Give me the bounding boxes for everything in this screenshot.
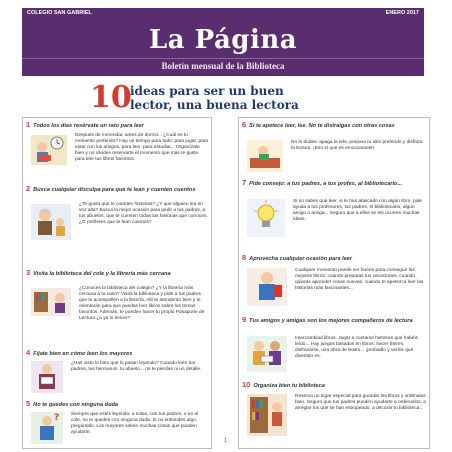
- headline-line-1: ideas para ser un buen: [130, 84, 284, 98]
- idea-heading: 7 Pide consejo: a tus padres, a tus profes, al bibliotecario...: [242, 178, 403, 187]
- headline-number: 10: [90, 80, 132, 115]
- idea-heading: 3 Visita la biblioteca del cole y la librería más cercana: [26, 268, 171, 277]
- idea-heading: 2 Busca cualquier disculpa para que te lean y cuenten cuentos: [26, 184, 196, 193]
- idea-heading: 1 Todos los días resérvate un rato para leer: [26, 120, 144, 129]
- idea-text: ¿Te gusta que te cuenten historias? ¿Y que alguien lea en voz alta? Busca la mejor ocasión para pedir a tus padres, a tus abuelos, que te cuenten todas las historias que conocen. ¿O prefieres que te lean cuentos?: [79, 202, 208, 225]
- grandparent-storytelling-illustration: [29, 202, 73, 242]
- page-number: 1: [224, 438, 227, 444]
- idea-7: [239, 179, 429, 251]
- idea-text: Intercambiad libros. Jugar a contarse historias que habéis leído... Hay juegos basados en libros: hacer títeres, disfrazarse, una obra de teatro... ¡probadlo y veréis qué divertido es.: [295, 336, 418, 359]
- newsletter-subtitle: Boletín mensual de la Biblioteca: [161, 61, 285, 71]
- lightbulb-idea-illustration: [245, 197, 287, 239]
- idea-9: [239, 316, 429, 386]
- child-reading-clock-illustration: [29, 133, 69, 167]
- idea-text: Siempre que estés leyendo, a solas, con tus padres, o en el cole, no te quedes con ninguna duda. Si no entiendes algo, pregúntalo. Los mayores saben muchas cosas que pueden ayudarte.: [71, 412, 199, 435]
- right-column: [238, 117, 430, 449]
- idea-10: [239, 381, 429, 449]
- child-reading-sofa-illustration: [245, 138, 285, 174]
- banner-divider: [22, 58, 424, 59]
- idea-text: Si no sabes qué leer, si te has atascado con algún libro, pide ayuda a tus profesores, tus padres, el bibliotecario, algún amigo o amiga... Seguro que a ellos se les ocurren muchas ideas.: [293, 199, 423, 222]
- idea-text: No lo dudes: apaga la tele, prepara tu sitio preferido y disfruta la lectura. ¡Eso sí que es emocionante!: [291, 140, 423, 151]
- left-column: [22, 117, 212, 449]
- idea-5: [23, 400, 211, 450]
- article-headline: [90, 80, 390, 115]
- bookshelf-illustration: [245, 392, 289, 438]
- idea-heading: 4 Fíjate bien en cómo leen los mayores: [26, 348, 133, 357]
- idea-heading: 10 Organiza bien tu biblioteca: [242, 380, 325, 389]
- header-banner: [22, 8, 424, 76]
- idea-heading: 5 No te quedes con ninguna duda: [26, 399, 119, 408]
- adult-reading-illustration: [29, 359, 65, 395]
- idea-6: [239, 121, 429, 177]
- idea-3: [23, 269, 211, 345]
- idea-2: [23, 185, 211, 267]
- newsletter-title: La Página: [148, 25, 298, 55]
- idea-text: ¿Conoces la biblioteca del colegio? ¿Y la librería más cercana a tu casa? Visita la biblioteca y pide a tus padres que te acompañen a la librería. Allí te atenderán bien y te orientarán para que puedas leer libros sobre los temas favoritos. Además, te pueden hacer tu propio Pasaporte de Lectura ¿a ya lo tienes?: [79, 286, 205, 321]
- child-with-backpack-illustration: [245, 266, 289, 308]
- idea-text: ¿Has visto lo bien que lo pasan leyendo? Cuando leen tus padres, tus hermanos, tu abuelo... no te pierdas ni un detalle.: [71, 361, 202, 372]
- idea-text: Después de merendar, antes de dormir... ¿Cuál es tu momento preferido? Hay un tiempo para todo: para jugar, para estar con los amigos, para leer, para estudiar... Organízate bien y no olvides reservarte el momento que más te guste para leer tus libros favoritos.: [75, 133, 209, 162]
- school-name: COLEGIO SAN GABRIEL: [27, 10, 92, 16]
- idea-heading: 6 Si te apetece leer, lee. No te distraigas con otras cosas: [242, 120, 395, 129]
- idea-1: [23, 121, 211, 183]
- headline-line-2: lector, una buena lectora: [130, 98, 299, 112]
- idea-text: Reserva un lugar especial para guardar los libros y ordénalos bien. Seguro que tus padres pueden ayudarte a ordenarlos, a arreglar los que se han estropeado, a decorar tu biblioteca...: [295, 394, 426, 411]
- issue-date: ENERO 2017: [385, 10, 419, 16]
- svg-text:?: ?: [54, 413, 60, 423]
- friends-reading-illustration: [245, 334, 289, 374]
- idea-heading: 8 Aprovecha cualquier ocasión para leer: [242, 253, 353, 262]
- library-visit-illustration: [29, 286, 73, 318]
- idea-4: [23, 349, 211, 397]
- idea-text: Cualquier momento puede ser bueno para conseguir los mejores libros: cuando preparas tus vacaciones, cuando quieras aprender cosas nuevas, cuando te apetezca leer las historias más fascinantes...: [295, 268, 424, 291]
- idea-heading: 9 Tus amigos y amigas son los mejores compañeros de lectura: [242, 315, 413, 324]
- child-asking-question-illustration: [29, 410, 65, 446]
